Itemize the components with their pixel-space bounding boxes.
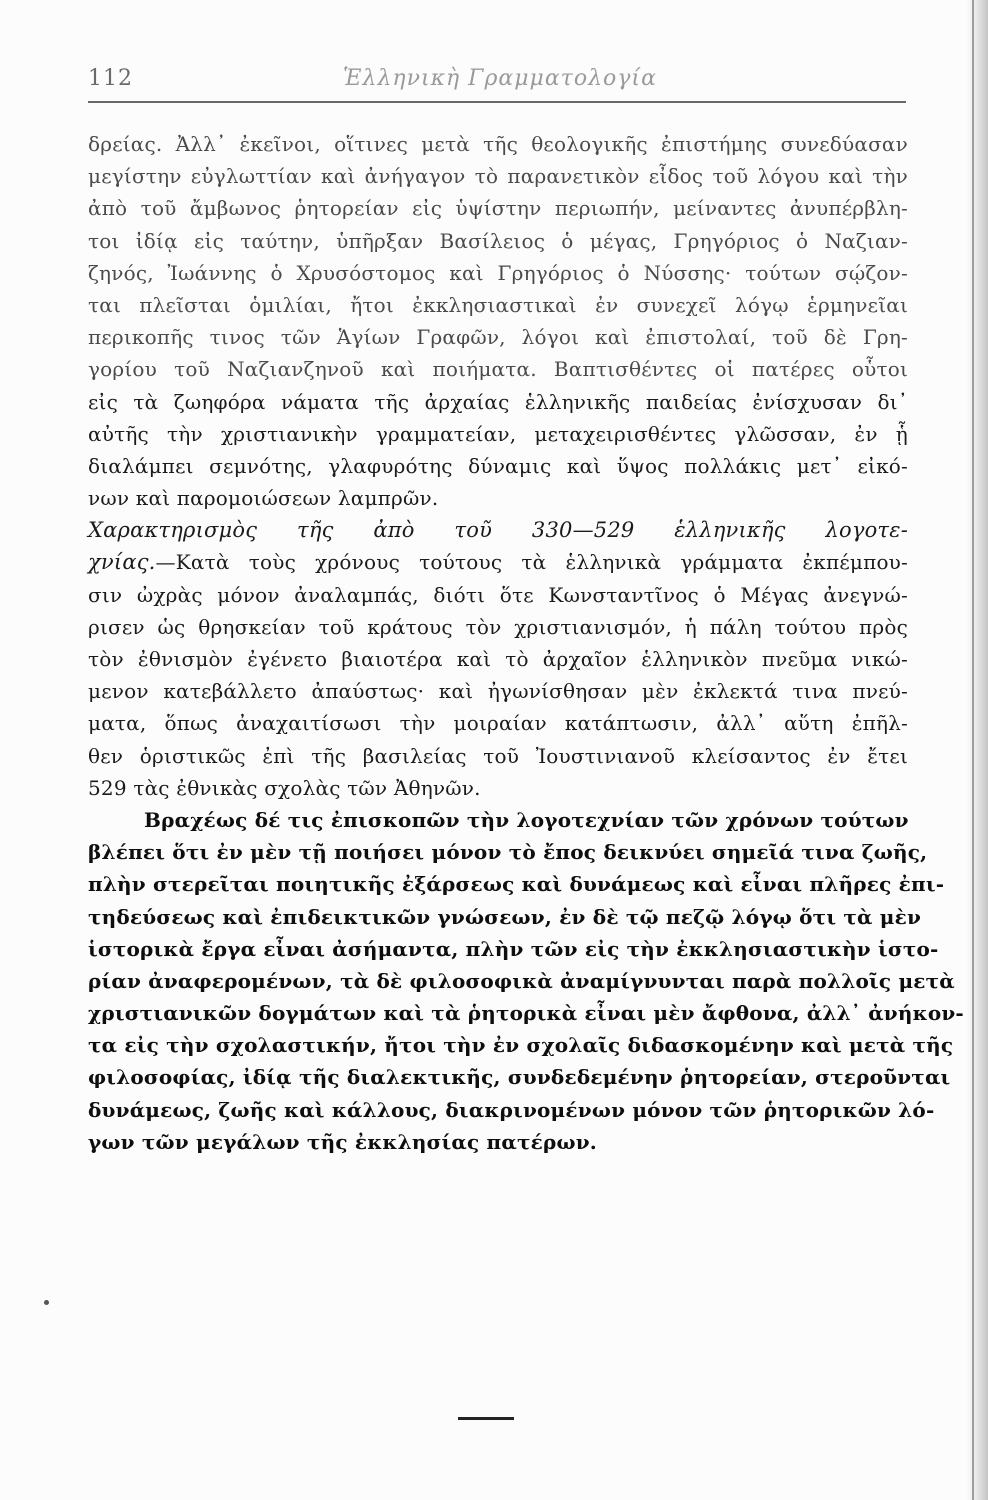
- text-line: χριστιανικῶν δογμάτων καὶ τὰ ῥητορικὰ εἶναι μὲν ἄφθονα, ἀλλ᾽ ἀνήκον-: [88, 1001, 964, 1026]
- text-line: διαλάμπει σεμνότης, γλαφυρότης δύναμις καὶ ὕψος πολλάκις μετ᾽ εἰκό-: [88, 453, 908, 478]
- section-heading: [88, 514, 908, 546]
- text-line: εἰς τὰ ζωηφόρα νάματα τῆς ἀρχαίας ἑλληνικῆς παιδείας ἐνίσχυσαν δι᾽: [88, 389, 908, 414]
- section-body-start: —Κατὰ τοὺς χρόνους τούτους τὰ ἑλληνικὰ γράμματα ἐκπέμπου-: [155, 550, 908, 575]
- text-line: θεν ὁριστικῶς ἐπὶ τῆς βασιλείας τοῦ Ἰουστινιανοῦ κλείσαντος ἐν ἔτει: [88, 743, 908, 768]
- section-heading-tail: χνίας.: [88, 550, 156, 575]
- text-line: ρίαν ἀναφερομένων, τὰ δὲ φιλοσοφικὰ ἀναμίγνυνται παρὰ πολλοῖς μετὰ: [88, 968, 955, 993]
- text-line: πλὴν στερεῖται ποιητικῆς ἐξάρσεως καὶ δυνάμεως καὶ εἶναι πλῆρες ἐπι-: [88, 872, 945, 897]
- page-number: 112: [88, 66, 133, 91]
- binding-shadow: [966, 0, 988, 1500]
- text-line: αὐτῆς τὴν χριστιανικὴν γραμματείαν, μεταχειρισθέντες γλῶσσαν, ἐν ᾗ: [88, 421, 908, 446]
- section-heading-text: Χαρακτηρισμὸς τῆς ἀπὸ τοῦ 330—529 ἑλληνικῆς λογοτε-: [88, 518, 908, 543]
- text-line: ματα, ὅπως ἀναχαιτίσωσι τὴν μοιραίαν κατάπτωσιν, ἀλλ᾽ αὕτη ἐπῆλ-: [88, 711, 908, 736]
- text-line: μεγίστην εὐγλωττίαν καὶ ἀνήγαγον τὸ παρανετικὸν εἶδος τοῦ λόγου καὶ τὴν: [88, 164, 908, 189]
- text-line: φιλοσοφίας, ἰδίᾳ τῆς διαλεκτικῆς, συνδεδεμένην ῥητορείαν, στεροῦνται: [88, 1065, 951, 1090]
- text-line: τοι ἰδίᾳ εἰς ταύτην, ὑπῆρξαν Βασίλειος ὁ μέγας, Γρηγόριος ὁ Ναζιαν-: [88, 228, 908, 253]
- text-line: δρείας. Ἀλλ᾽ ἐκεῖνοι, οἵτινες μετὰ τῆς θεολογικῆς ἐπιστήμης συνεδύασαν: [88, 132, 908, 156]
- section-heading-continuation: [88, 546, 908, 578]
- text-line: τα εἰς τὴν σχολαστικήν, ἤτοι τὴν ἐν σχολαῖς διδασκομένην καὶ μετὰ τῆς: [88, 1033, 954, 1058]
- page-edge-line: [972, 0, 974, 1500]
- text-line: νων καὶ παρομοιώσεων λαμπρῶν.: [88, 486, 439, 511]
- running-head: [88, 60, 908, 100]
- text-line: δυνάμεως, ζωῆς καὶ κάλλους, διακρινομένων μόνον τῶν ῥητορικῶν λό-: [88, 1097, 935, 1122]
- text-line: βλέπει ὅτι ἐν μὲν τῇ ποιήσει μόνον τὸ ἔπος δεικνύει σημεῖά τινα ζωῆς,: [88, 840, 928, 865]
- paragraph-first-line: Βραχέως δέ τις ἐπισκοπῶν τὴν λογοτεχνίαν τῶν χρόνων τούτων: [144, 807, 909, 832]
- text-line: ται πλεῖσται ὁμιλίαι, ἤτοι ἐκκλησιαστικαὶ ἐν συνεχεῖ λόγῳ ἑρμηνεῖαι: [88, 292, 908, 317]
- text-line: ἱστορικὰ ἔργα εἶναι ἀσήμαντα, πλὴν τῶν εἰς τὴν ἐκκλησιαστικὴν ἱστο-: [88, 936, 939, 961]
- text-line: ἀπὸ τοῦ ἄμβωνος ῥητορείαν εἰς ὑψίστην περιωπήν, μείναντες ἀνυπέρβλη-: [88, 196, 908, 221]
- text-line: ρισεν ὡς θρησκείαν τοῦ κράτους τὸν χριστιανισμόν, ἡ πάλη τούτου πρὸς: [88, 614, 908, 639]
- text-line: σιν ὠχρὰς μόνον ἀναλαμπάς, διότι ὅτε Κωνσταντῖνος ὁ Μέγας ἀνεγνώ-: [88, 582, 908, 607]
- text-line: 529 τὰς ἐθνικὰς σχολὰς τῶν Ἀθηνῶν.: [88, 775, 481, 800]
- text-line: ζηνός, Ἰωάννης ὁ Χρυσόστομος καὶ Γρηγόριος ὁ Νύσσης· τούτων σῴζον-: [88, 260, 908, 285]
- body-text: [88, 128, 964, 1158]
- margin-dot: [44, 1300, 49, 1305]
- end-rule: [458, 1417, 514, 1420]
- header-rule: [88, 101, 906, 103]
- text-line: γων τῶν μεγάλων τῆς ἐκκλησίας πατέρων.: [88, 1129, 597, 1154]
- text-line: περικοπῆς τινος τῶν Ἁγίων Γραφῶν, λόγοι καὶ ἐπιστολαί, τοῦ δὲ Γρη-: [88, 325, 908, 350]
- text-line: τὸν ἐθνισμὸν ἐγένετο βιαιοτέρα καὶ τὸ ἀρχαῖον ἑλληνικὸν πνεῦμα νικώ-: [88, 647, 908, 671]
- text-line: γορίου τοῦ Ναζιανζηνοῦ καὶ ποιήματα. Βαπτισθέντες οἱ πατέρες οὗτοι: [88, 357, 908, 382]
- text-line: τηδεύσεως καὶ ἐπιδεικτικῶν γνώσεων, ἐν δὲ τῷ πεζῷ λόγῳ ὅτι τὰ μὲν: [88, 904, 922, 929]
- text-line: μενον κατεβάλλετο ἀπαύστως· καὶ ἠγωνίσθησαν μὲν ἐκλεκτά τινα πνεύ-: [88, 679, 908, 704]
- running-title: Ἑλληνικὴ Γραμματολογία: [343, 66, 657, 91]
